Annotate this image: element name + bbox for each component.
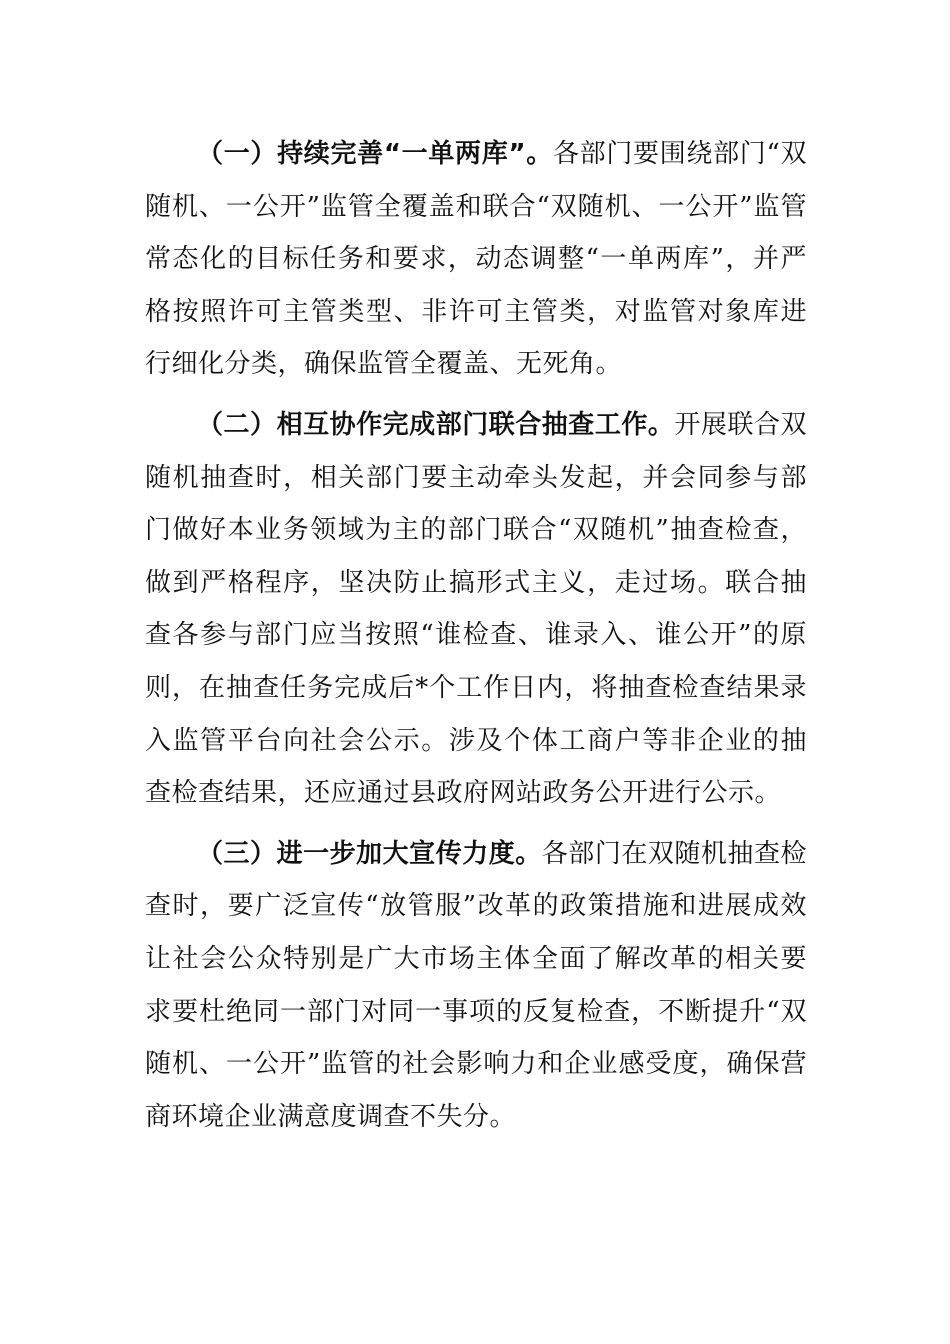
document-body <box>145 128 807 1143</box>
paragraph-2-heading: （二）相互协作完成部门联合抽查工作。 <box>197 409 675 440</box>
paragraph-1 <box>145 128 807 391</box>
paragraph-2-text: 开展联合双随机抽查时，相关部门要主动牵头发起，并会同参与部门做好本业务领域为主的部门联合“双随机”抽查检查，做到严格程序，坚决防止搞形式主义，走过场。联合抽查各参与部门应当按照“谁检查、谁录入、谁公开”的原则，在抽查任务完成后*个工作日内，将抽查检查结果录入监管平台向社会公示。涉及个体工商户等非企业的抽查检查结果，还应通过县政府网站政务公开进行公示。 <box>145 409 807 809</box>
paragraph-2 <box>145 399 807 820</box>
paragraph-3-heading: （三）进一步加大宣传力度。 <box>197 838 542 869</box>
paragraph-3 <box>145 828 807 1144</box>
paragraph-1-heading: （一）持续完善“一单两库”。 <box>197 139 553 169</box>
paragraph-1-text: 各部门要围绕部门“双随机、一公开”监管全覆盖和联合“双随机、一公开”监管常态化的目标任务和要求，动态调整“一单两库”，并严格按照许可主管类型、非许可主管类，对监管对象库进行细化分类，确保监管全覆盖、无死角。 <box>145 139 807 380</box>
paragraph-3-text: 各部门在双随机抽查检查时，要广泛宣传“放管服”改革的政策措施和进展成效让社会公众特别是广大市场主体全面了解改革的相关要求要杜绝同一部门对同一事项的反复检查，不断提升“双随机、一公开”监管的社会影响力和企业感受度，确保营商环境企业满意度调查不失分。 <box>145 838 807 1132</box>
